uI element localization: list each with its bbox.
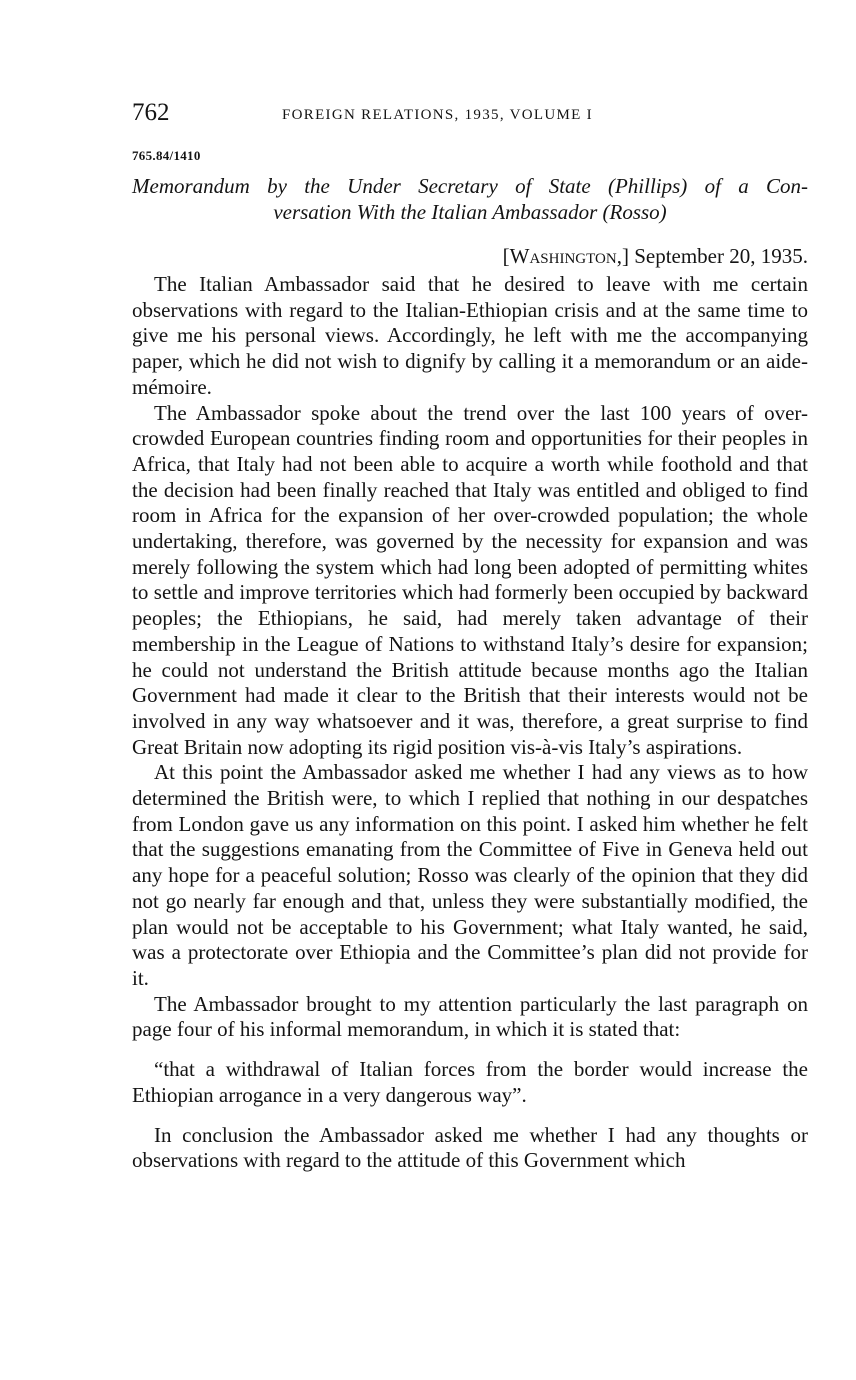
file-number: 765.84/1410	[132, 148, 201, 163]
block-quote: “that a withdrawal of Italian forces from the border would increase the Ethiopian arrogance in a very dangerous way”.	[132, 1057, 808, 1107]
dateline	[503, 243, 808, 269]
page-number: 762	[132, 99, 170, 126]
paragraph-1: The Italian Ambassador said that he desired to leave with me certain observations with regard to the Italian-Ethiopian crisis and at the same time to give me his personal views. Accordingly, he left with me the accompanying paper, which he did not wish to dignify by calling it a memorandum or an aide-mémoire.	[132, 272, 808, 399]
memo-title	[132, 173, 808, 225]
paragraph-2: The Ambassador spoke about the trend over the last 100 years of over-crowded European countries finding room and opportunities for their peoples in Africa, that Italy had not been able to acquire a worth while foothold and that the decision had been finally reached that Italy was entitled and obliged to find room in Africa for the expansion of her over-crowded population; the whole undertaking, therefore, was governed by the necessity for expansion and was merely following the system which had long been adopted of permitting whites to settle and improve territories which had formerly been occupied by backward peoples; the Ethiopians, he said, had merely taken advantage of their membership in the League of Nations to withstand Italy’s desire for expansion; he could not understand the British attitude because months ago the Italian Government had made it clear to the British that their interests would not be involved in any way whatsoever and it was, therefore, a great surprise to find Great Britain now adopting its rigid position vis-à-vis Italy’s aspirations.	[132, 400, 808, 759]
running-title: FOREIGN RELATIONS, 1935, VOLUME I	[282, 107, 593, 123]
memo-title-line-1: Memorandum by the Under Secretary of State (Phillips) of a Con-	[132, 174, 808, 198]
memo-title-line-2: versation With the Italian Ambassador (Rosso)	[273, 200, 667, 224]
dateline-date: September 20, 1935.	[634, 244, 808, 268]
running-head	[132, 98, 812, 132]
body-text	[132, 272, 808, 1174]
closing-paragraph: In conclusion the Ambassador asked me whether I had any thoughts or observations with regard to the attitude of this Government which	[132, 1122, 808, 1173]
paragraph-4: The Ambassador brought to my attention particularly the last paragraph on page four of his informal memorandum, in which it is stated that:	[132, 991, 808, 1042]
paragraph-3: At this point the Ambassador asked me whether I had any views as to how determined the British were, to which I replied that nothing in our despatches from London gave us any information on this point. I asked him whether he felt that the suggestions emanating from the Committee of Five in Geneva held out any hope for a peaceful solution; Rosso was clearly of the opinion that they did not go nearly far enough and that, unless they were substantially modified, the plan would not be acceptable to his Government; what Italy wanted, he said, was a protectorate over Ethiopia and the Committee’s plan did not provide for it.	[132, 760, 808, 990]
dateline-place: [Washington,]	[502, 244, 629, 268]
